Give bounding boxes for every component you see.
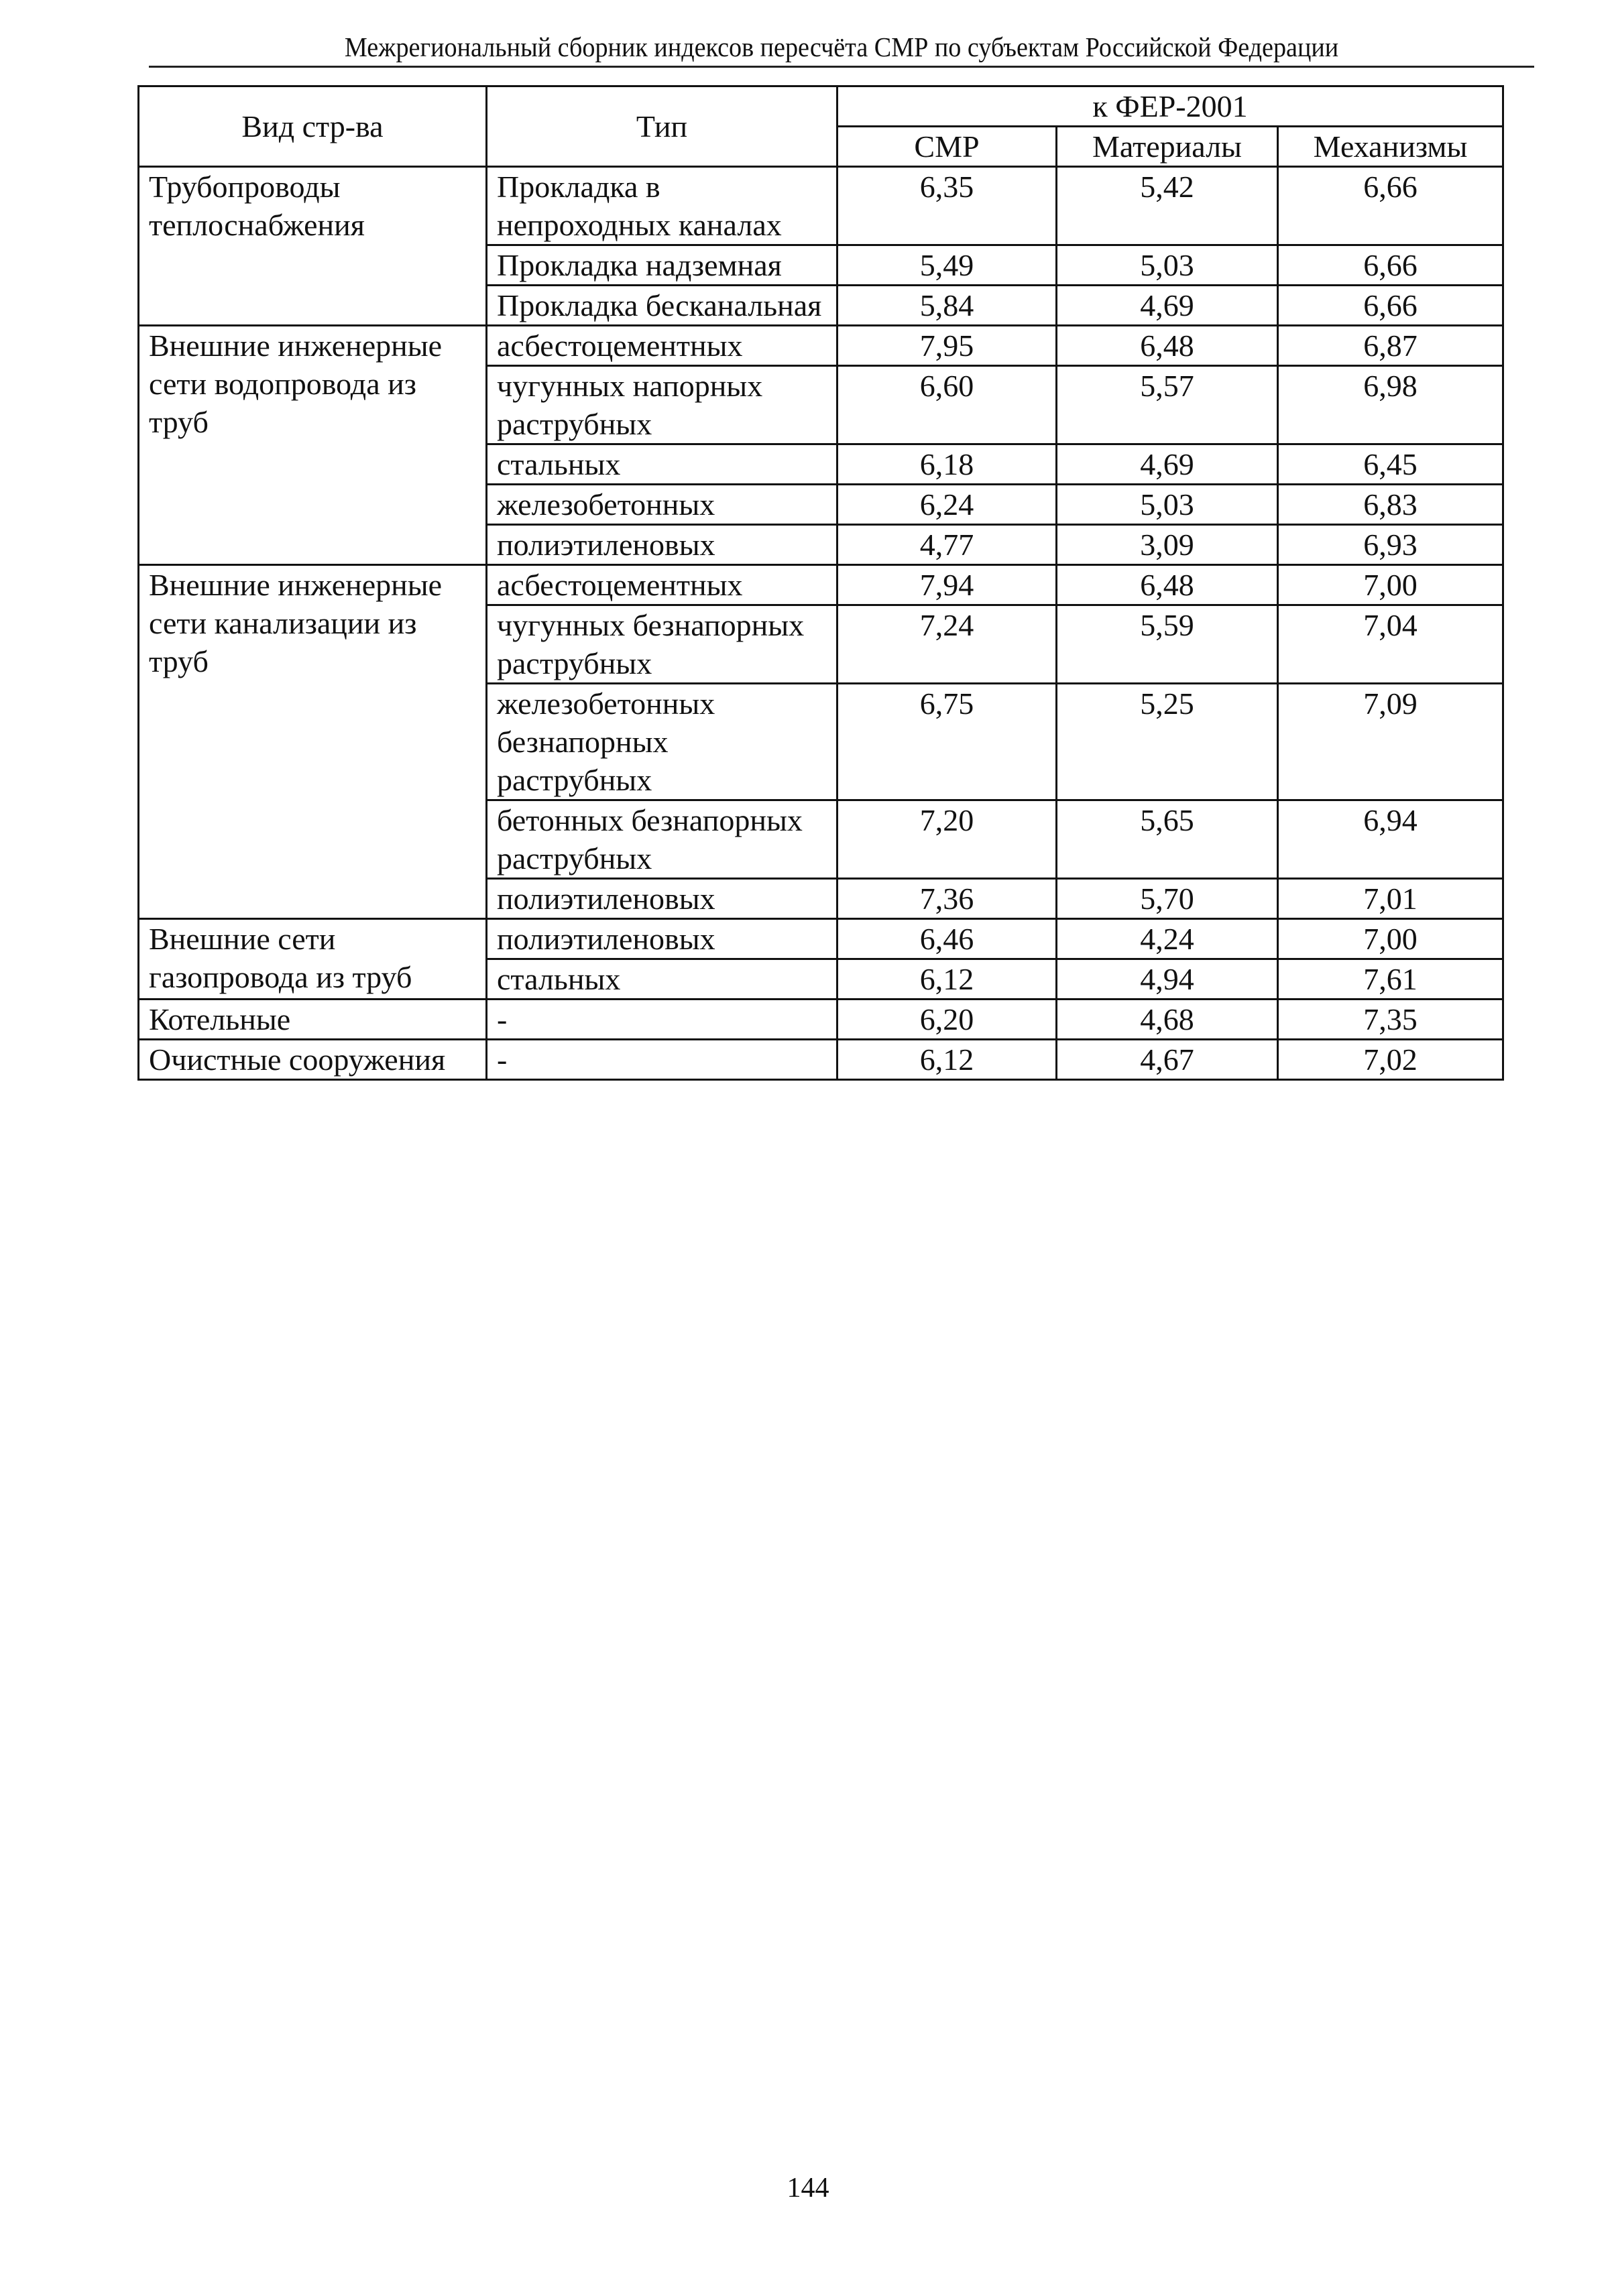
smr-value-cell [838,565,1057,605]
machines-value-cell [1278,485,1503,525]
machines-value: 7,09 [1363,686,1418,721]
type-cell: асбестоцементных [487,326,838,366]
machines-value: 7,04 [1363,608,1418,642]
construction-kind-cell: Внешние инженерные сети водопровода из труб [139,326,487,565]
smr-value: 7,95 [919,328,974,363]
materials-value-cell [1057,959,1278,1000]
smr-value-cell [838,605,1057,684]
materials-value: 4,67 [1140,1042,1194,1077]
machines-value-cell [1278,959,1503,1000]
materials-value: 5,25 [1140,686,1194,721]
type-cell: асбестоцементных [487,565,838,605]
type-cell: Прокладка в непроходных каналах [487,167,838,245]
construction-kind-cell: Внешние инженерные сети канализации из труб [139,565,487,919]
materials-value: 6,48 [1140,568,1194,602]
materials-value-cell [1057,684,1278,800]
machines-value-cell [1278,800,1503,879]
type-cell: стальных [487,959,838,1000]
type-cell: чугунных безнапорных раструбных [487,605,838,684]
machines-value: 7,00 [1363,568,1418,602]
machines-value-cell [1278,326,1503,366]
materials-value: 5,42 [1140,170,1194,204]
smr-value-cell [838,1000,1057,1040]
materials-value-cell [1057,366,1278,444]
materials-value: 5,59 [1140,608,1194,642]
smr-value: 6,75 [919,686,974,721]
machines-value: 7,61 [1363,962,1418,996]
smr-value-cell [838,245,1057,286]
smr-value: 7,36 [919,882,974,916]
materials-value-cell [1057,245,1278,286]
materials-value-cell [1057,879,1278,919]
page-number: 144 [787,2173,829,2203]
materials-value-cell [1057,326,1278,366]
table-header [139,86,1503,167]
machines-value: 6,45 [1363,447,1418,481]
smr-value-cell [838,959,1057,1000]
table-row [139,1000,1503,1040]
smr-value: 5,84 [919,288,974,322]
machines-value-cell [1278,366,1503,444]
materials-value: 5,70 [1140,882,1194,916]
header-smr: СМР [838,127,1057,167]
materials-value-cell [1057,485,1278,525]
smr-value-cell [838,326,1057,366]
smr-value: 6,12 [919,1042,974,1077]
machines-value: 6,66 [1363,288,1418,322]
machines-value-cell [1278,684,1503,800]
materials-value-cell [1057,605,1278,684]
table-row [139,326,1503,366]
materials-value: 4,94 [1140,962,1194,996]
materials-value: 3,09 [1140,528,1194,562]
machines-value: 7,02 [1363,1042,1418,1077]
smr-value-cell [838,366,1057,444]
machines-value: 6,98 [1363,369,1418,403]
type-cell: железобетонных [487,485,838,525]
machines-value-cell [1278,245,1503,286]
machines-value-cell [1278,919,1503,959]
smr-value-cell [838,444,1057,485]
type-cell: - [487,1000,838,1040]
machines-value: 7,35 [1363,1002,1418,1036]
smr-value: 6,35 [919,170,974,204]
materials-value-cell [1057,800,1278,879]
construction-kind-cell: Трубопроводы теплоснабжения [139,167,487,326]
construction-kind-cell: Котельные [139,1000,487,1040]
machines-value: 6,93 [1363,528,1418,562]
machines-value: 6,87 [1363,328,1418,363]
table-row [139,1040,1503,1080]
materials-value-cell [1057,286,1278,326]
construction-kind-cell: Очистные сооружения [139,1040,487,1080]
smr-value: 5,49 [919,248,974,282]
machines-value-cell [1278,444,1503,485]
header-group: к ФЕР-2001 [838,86,1503,127]
table-body [139,167,1503,1080]
materials-value-cell [1057,1040,1278,1080]
materials-value: 4,69 [1140,288,1194,322]
header-type: Тип [487,86,838,167]
smr-value: 4,77 [919,528,974,562]
smr-value: 6,20 [919,1002,974,1036]
machines-value: 6,66 [1363,248,1418,282]
smr-value: 6,12 [919,962,974,996]
machines-value-cell [1278,167,1503,245]
type-cell: Прокладка надземная [487,245,838,286]
materials-value: 4,24 [1140,922,1194,956]
smr-value-cell [838,485,1057,525]
construction-kind-cell: Внешние сети газопровода из труб [139,919,487,1000]
header-materials: Материалы [1057,127,1278,167]
table-row [139,919,1503,959]
type-cell: бетонных безнапорных раструбных [487,800,838,879]
materials-value: 4,68 [1140,1002,1194,1036]
smr-value-cell [838,167,1057,245]
machines-value: 6,94 [1363,803,1418,837]
materials-value-cell [1057,525,1278,565]
header-kind: Вид стр-ва [139,86,487,167]
smr-value: 6,24 [919,487,974,522]
running-title: Межрегиональный сборник индексов пересчёта СМР по субъектам Российской Федерации [344,32,1339,62]
materials-value: 5,03 [1140,487,1194,522]
machines-value-cell [1278,1000,1503,1040]
machines-value-cell [1278,1040,1503,1080]
table-row [139,167,1503,245]
header-rule [149,66,1534,68]
index-table [137,85,1504,1081]
smr-value: 7,94 [919,568,974,602]
header-machines: Механизмы [1278,127,1503,167]
machines-value-cell [1278,879,1503,919]
type-cell: полиэтиленовых [487,525,838,565]
smr-value-cell [838,1040,1057,1080]
smr-value: 7,20 [919,803,974,837]
type-cell: полиэтиленовых [487,879,838,919]
machines-value: 6,83 [1363,487,1418,522]
materials-value: 5,65 [1140,803,1194,837]
materials-value-cell [1057,1000,1278,1040]
machines-value-cell [1278,525,1503,565]
materials-value-cell [1057,444,1278,485]
materials-value: 6,48 [1140,328,1194,363]
materials-value: 5,57 [1140,369,1194,403]
machines-value: 7,00 [1363,922,1418,956]
type-cell: полиэтиленовых [487,919,838,959]
smr-value-cell [838,919,1057,959]
type-cell: железобетонных безнапорных раструбных [487,684,838,800]
machines-value-cell [1278,565,1503,605]
machines-value-cell [1278,286,1503,326]
materials-value-cell [1057,167,1278,245]
machines-value: 6,66 [1363,170,1418,204]
materials-value: 5,03 [1140,248,1194,282]
smr-value-cell [838,684,1057,800]
type-cell: - [487,1040,838,1080]
smr-value: 6,60 [919,369,974,403]
smr-value: 6,18 [919,447,974,481]
header-row-top [139,86,1503,127]
machines-value-cell [1278,605,1503,684]
smr-value-cell [838,286,1057,326]
materials-value-cell [1057,919,1278,959]
table-row [139,565,1503,605]
smr-value-cell [838,879,1057,919]
type-cell: Прокладка бесканальная [487,286,838,326]
machines-value: 7,01 [1363,882,1418,916]
type-cell: стальных [487,444,838,485]
materials-value-cell [1057,565,1278,605]
materials-value: 4,69 [1140,447,1194,481]
smr-value: 7,24 [919,608,974,642]
smr-value-cell [838,525,1057,565]
smr-value-cell [838,800,1057,879]
smr-value: 6,46 [919,922,974,956]
type-cell: чугунных напорных раструбных [487,366,838,444]
